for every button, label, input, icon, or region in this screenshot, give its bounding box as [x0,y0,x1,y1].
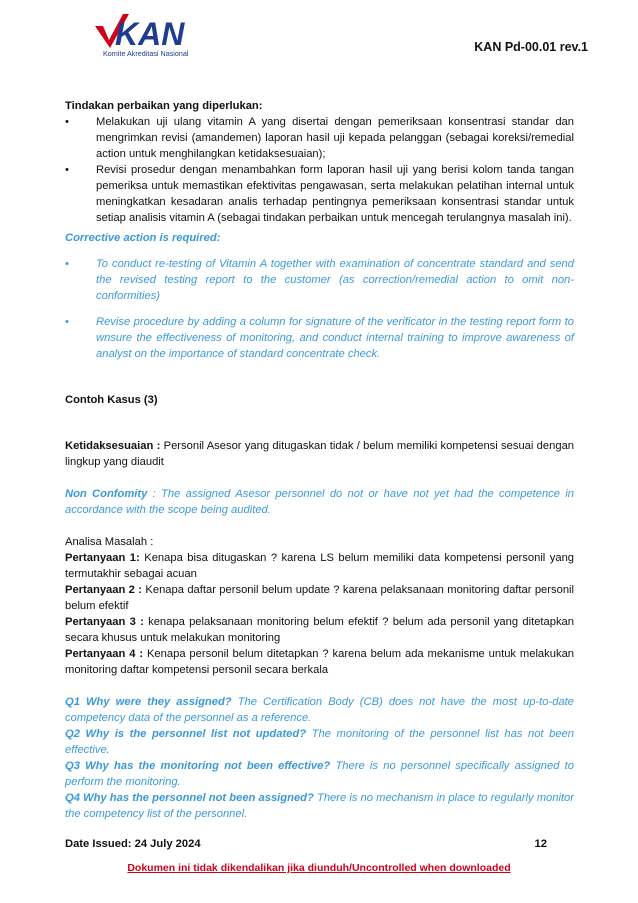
question-text: Kenapa daftar personil belum update ? karena pelaksanaan monitoring daftar personil belum efektif [65,584,575,612]
question-label: Pertanyaan 2 : [65,584,143,596]
question-en-item [65,726,574,758]
question-en-label: Q3 Why has the monitoring not been effective? [65,760,331,772]
question-label: Pertanyaan 3 : [65,616,144,628]
list-item: • Revisi prosedur dengan menambahkan form laporan hasil uji yang berisi kolom tanda tangan pemeriksa untuk memastikan efektivitas pengawasan, serta melakukan pelatihan internal untuk meningkatkan kesadaran analis terhadap pentingnya pemeriksaan konsentrasi standar untuk setiap analisis vitamin A (sebagai tindakan perbaikan untuk mencegah terulangnya masalah ini). [65,164,574,224]
question-en-label: Q4 Why has the personnel not been assigned? [65,792,314,804]
footer [65,838,547,850]
question-item [65,550,574,582]
nonconformity-text: Personil Asesor yang ditugaskan tidak / belum memiliki kompetensi sesuai dengan lingkup yang diaudit [65,440,575,468]
question-en-label: Q1 Why were they assigned? [65,696,232,708]
nonconformity [65,438,574,470]
question-en-item [65,694,574,726]
question-label: Pertanyaan 4 : [65,648,144,660]
disclaimer [0,862,638,874]
question-en-text: There is no mechanism in place to regularly monitor the competency list of the personnel. [65,792,574,820]
question-label: Pertanyaan 1: [65,552,140,564]
nonconformity-en-label: Non Confomity [65,488,148,500]
question-text: kenapa pelaksanaan monitoring belum efektif ? belum ada personil yang ditetapkan secara khusus untuk melakukan monitoring [65,616,575,644]
question-item [65,646,574,678]
question-item [65,614,574,646]
list-item-text: Melakukan uji ulang vitamin A yang disertai dengan pemeriksaan konsentrasi standar dan mengrimkan revisi (amandemen) laporan hasil uji kepada pelanggan (sebagai koreksi/remedial action untuk menghilangkan ketidaksesuaian); [96,116,574,160]
corrective-heading: Tindakan perbaikan yang diperlukan: [65,100,263,112]
doc-code: KAN Pd-00.01 rev.1 [474,40,588,54]
list-item: • Melakukan uji ulang vitamin A yang disertai dengan pemeriksaan konsentrasi standar dan mengrimkan revisi (amandemen) laporan hasil uji kepada pelanggan (sebagai koreksi/remedial action untuk menghilangkan ketidaksesuaian); [65,116,574,160]
logo-text: KAN [115,16,185,52]
kan-logo-mark [93,12,233,58]
question-en-text: The monitoring of the personnel list has not been effective. [65,728,574,756]
nonconformity-en [65,486,574,518]
question-en-item [65,758,574,790]
question-en-item [65,790,574,822]
disclaimer-id: Dokumen ini tidak dikendalikan jika diunduh/ [127,862,352,874]
list-item-text: Revisi prosedur dengan menambahkan form laporan hasil uji yang berisi kolom tanda tangan pemeriksa untuk memastikan efektivitas pengawasan, serta melakukan pelatihan internal untuk meningkatkan kesadaran analis terhadap pentingnya pemeriksaan konsentrasi standar untuk setiap analisis vitamin A (sebagai tindakan perbaikan untuk mencegah terulangnya masalah ini). [96,164,574,224]
list-item-text: Revise procedure by adding a column for signature of the verificator in the testing report form to wnsure the effectiveness of monitoring, and conduct internal training to improve awareness of analyst on the importance of standard concentrate check. [96,316,574,360]
list-item: • To conduct re-testing of Vitamin A together with examination of concentrate standard and send the revised testing report to the customer (as correction/remedial action to omit non-conformities) [65,258,574,302]
date-issued: Date Issued: 24 July 2024 [65,838,201,850]
page-content [65,98,574,822]
list-item-text: To conduct re-testing of Vitamin A together with examination of concentrate standard and send the revised testing report to the customer (as correction/remedial action to omit non-conformities) [96,258,574,302]
case-title: Contoh Kasus (3) [65,394,158,406]
question-en-text: The Certification Body (CB) does not have the most up-to-date competency data of the personnel as a reference. [65,696,575,724]
kan-logo [93,12,233,58]
nonconformity-en-text: : The assigned Asesor personnel do not or have not yet had the competence in accordance with the scope being audited. [65,488,575,516]
question-en-label: Q2 Why is the personnel list not updated? [65,728,307,740]
question-en-text: There is no personnel specifically assigned to perform the monitoring. [65,760,574,788]
question-text: Kenapa bisa ditugaskan ? karena LS belum memiliki data kompetensi personil yang termutakhir sebagai acuan [65,552,575,580]
question-item [65,582,574,614]
corrective-list [65,114,574,226]
corrective-heading-en: Corrective action is required: [65,232,221,244]
disclaimer-en: Uncontrolled when downloaded [351,862,511,874]
question-text: Kenapa personil belum ditetapkan ? karena belum ada mekanisme untuk melakukan monitoring daftar kompetensi personil secara berkala [65,648,575,676]
list-item: • Revise procedure by adding a column for signature of the verificator in the testing report form to wnsure the effectiveness of monitoring, and conduct internal training to improve awareness of analyst on the importance of standard concentrate check. [65,316,574,360]
analysis-heading: Analisa Masalah : [65,536,154,548]
logo-subtitle: Komite Akreditasi Nasional [103,49,189,58]
nonconformity-label: Ketidaksesuaian : [65,440,161,452]
page-number: 12 [534,838,547,850]
corrective-list-en [65,256,574,362]
